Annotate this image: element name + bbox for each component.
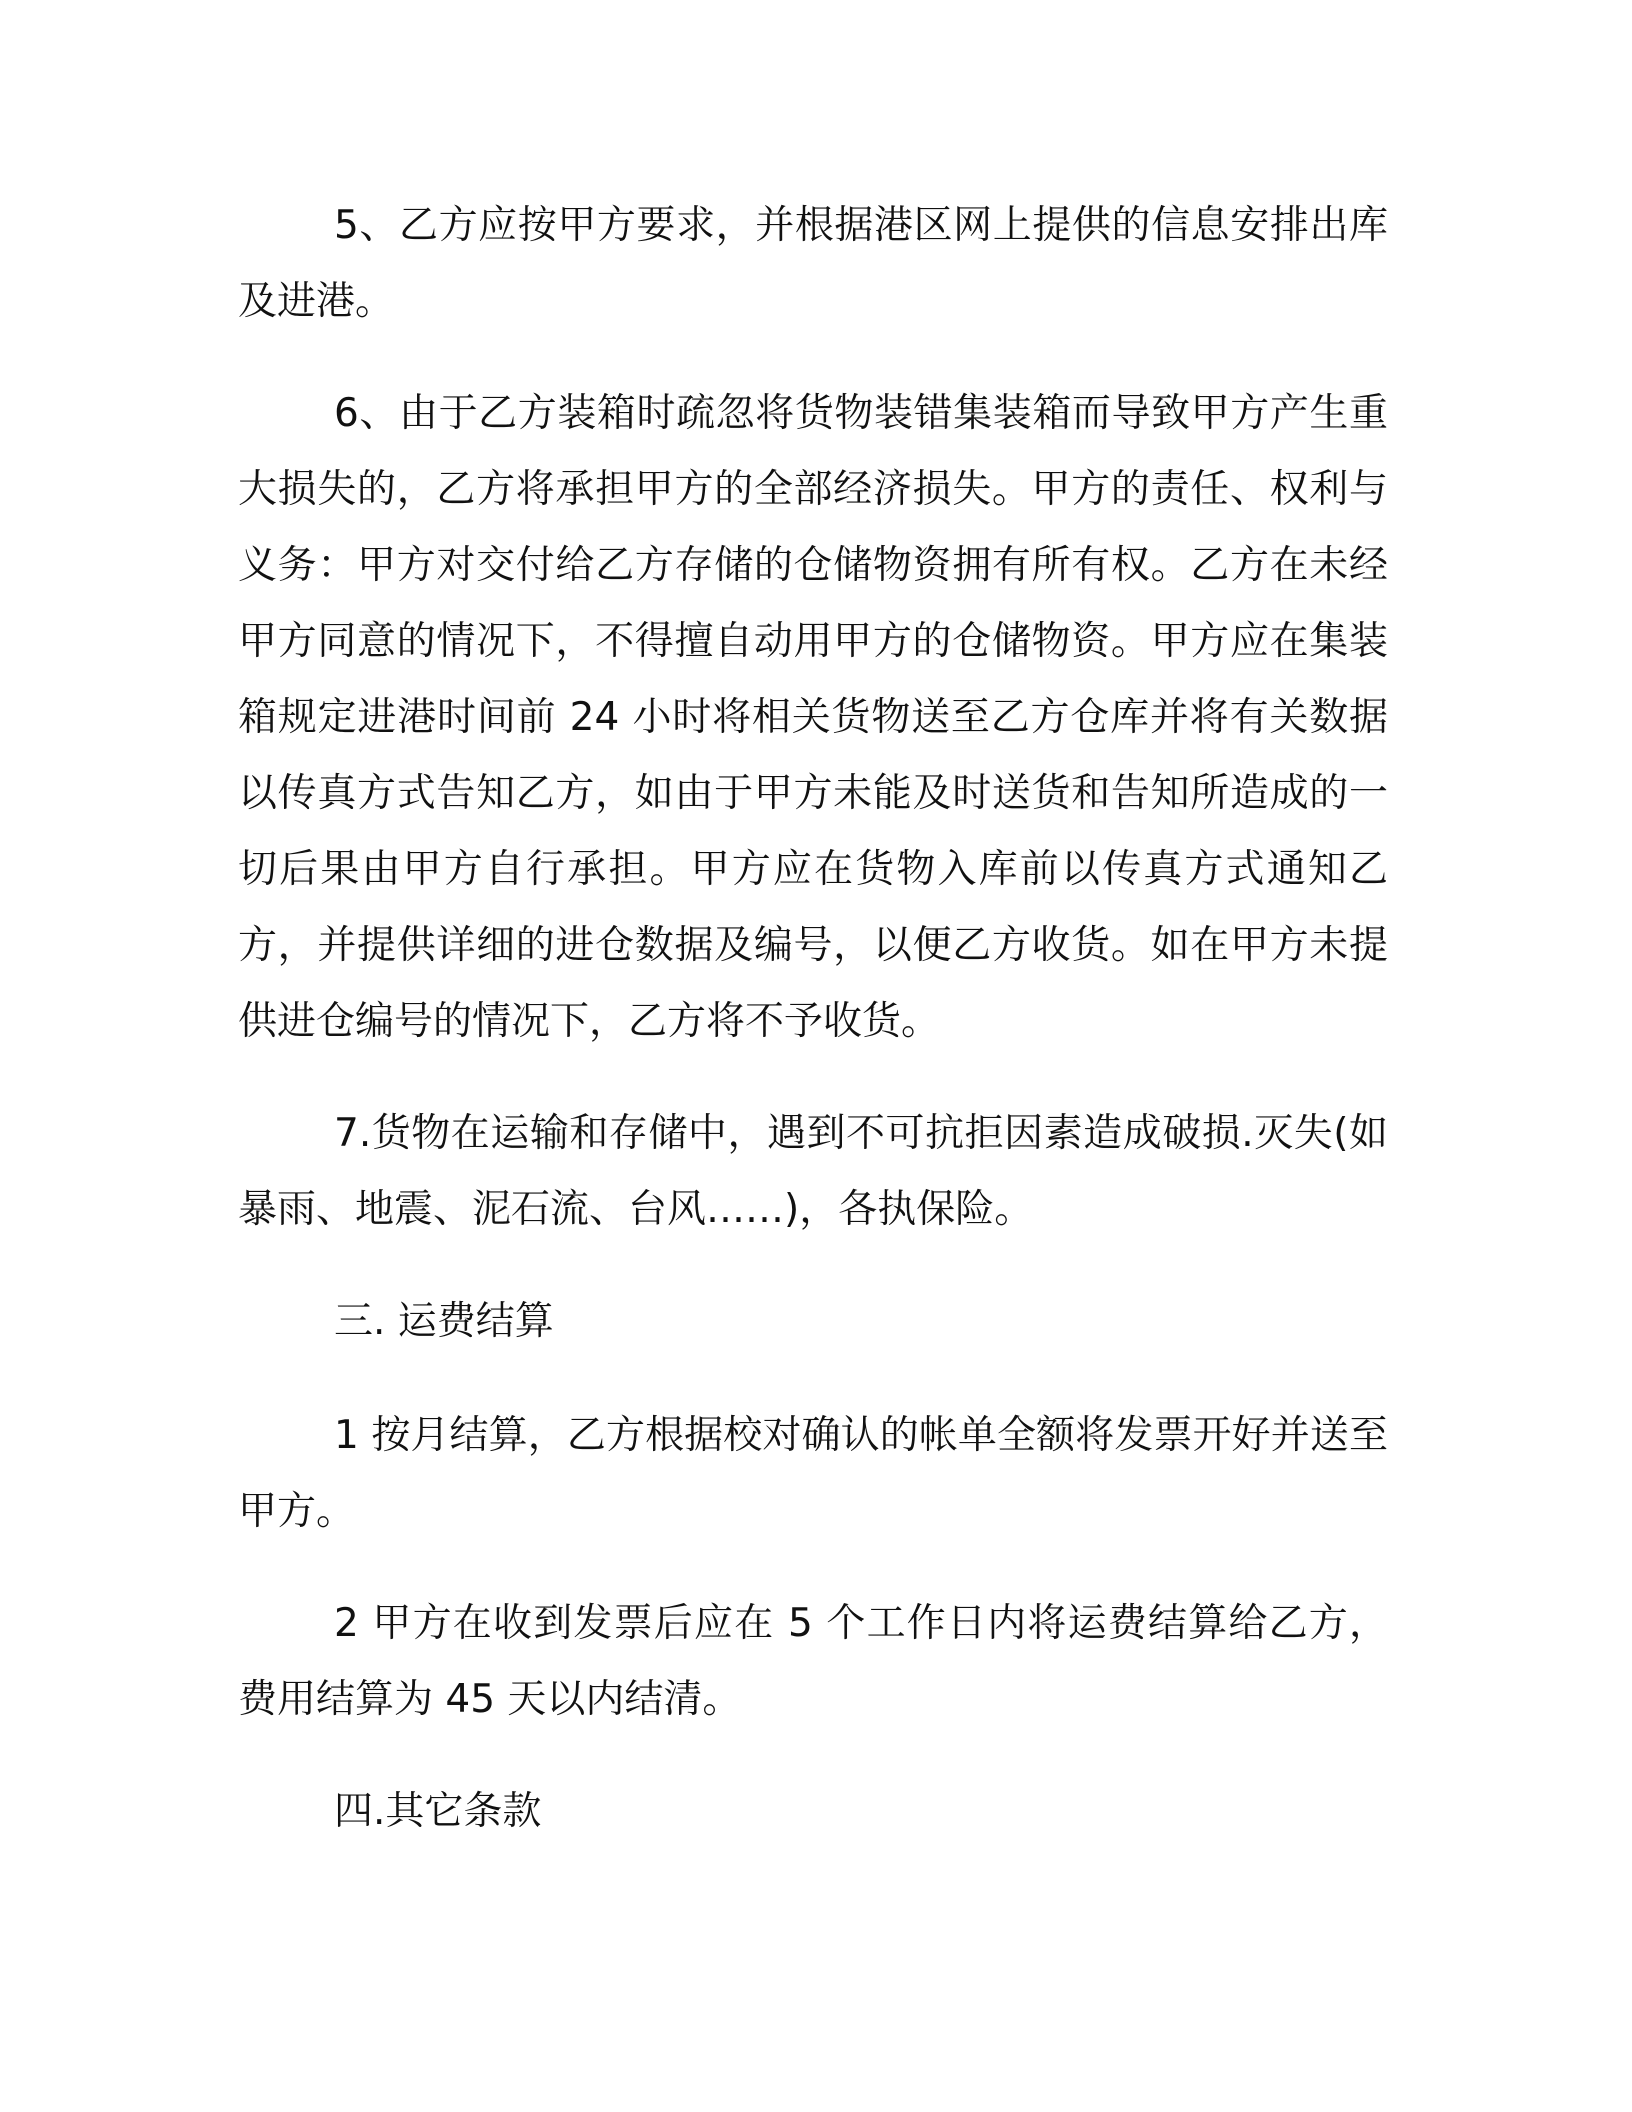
section-3-heading: 三. 运费结算 <box>334 1299 554 1344</box>
section-4-heading: 四.其它条款 <box>334 1789 542 1834</box>
document-body <box>238 188 1388 1888</box>
clause-7-paragraph: 7.货物在运输和存储中，遇到不可抗拒因素造成破损.灭失(如暴雨、地震、泥石流、台风……)，各执保险。 <box>238 1111 1388 1232</box>
clause-6-paragraph: 6、由于乙方装箱时疏忽将货物装错集装箱而导致甲方产生重大损失的，乙方将承担甲方的全部经济损失。甲方的责任、权利与义务：甲方对交付给乙方存储的仓储物资拥有所有权。乙方在未经甲方同意的情况下，不得擅自动用甲方的仓储物资。甲方应在集装箱规定进港时间前 24 小时将相关货物送至乙方仓库并将有关数据以传真方式告知乙方，如由于甲方未能及时送货和告知所造成的一切后果由甲方自行承担。甲方应在货物入库前以传真方式通知乙方，并提供详细的进仓数据及编号，以便乙方收货。如在甲方未提供进仓编号的情况下，乙方将不予收货。 <box>238 391 1388 1044</box>
settlement-item-1-paragraph: 1 按月结算，乙方根据校对确认的帐单全额将发票开好并送至甲方。 <box>238 1413 1388 1534</box>
settlement-item-2-paragraph: 2 甲方在收到发票后应在 5 个工作日内将运费结算给乙方，费用结算为 45 天以内结清。 <box>238 1601 1388 1722</box>
clause-5-paragraph: 5、乙方应按甲方要求，并根据港区网上提供的信息安排出库及进港。 <box>238 203 1388 324</box>
